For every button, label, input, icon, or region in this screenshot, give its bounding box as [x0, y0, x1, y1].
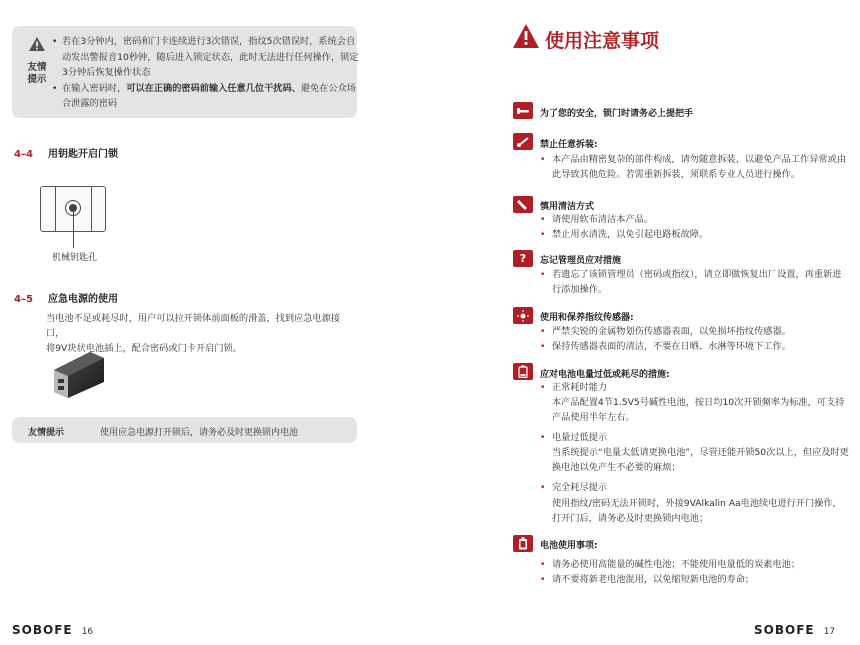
- keyhole-caption: 机械钥匙孔: [52, 253, 98, 263]
- sub-heading: • 正常耗时能力: [540, 380, 850, 395]
- fingerprint-sensor-icon: [513, 307, 533, 324]
- list-item: • 严禁尖锐的金属物划伤传感器表面，以免损坏指纹传感器。: [540, 324, 850, 339]
- sub-text: 本产品配置4节1.5V5号碱性电池，按日均10次开锁频率为标准，可支持产品使用半年左右。: [552, 397, 845, 423]
- item-bullets: [540, 557, 850, 587]
- page-number: 16: [81, 627, 94, 637]
- right-footer: [754, 619, 835, 638]
- battery-low-icon: [513, 363, 533, 380]
- warning-triangle-icon: [26, 36, 48, 55]
- item-title: 忘记管理员应对措施: [540, 256, 622, 266]
- warning-icon: [513, 24, 539, 52]
- item-bullets: [540, 267, 850, 297]
- section-4-5-heading: 4–5 应急电源的使用: [14, 294, 119, 305]
- item-bullets: [540, 152, 850, 182]
- item-title: 应对电池电量过低或耗尽的措施:: [540, 370, 670, 380]
- tip-item: • 若在3分钟内，密码和门卡连续进行3次错误，指纹5次错误时，系统会自动发出警报音10秒钟，随后进入锁定状态，此时无法进行任何操作，锁定3分钟后恢复操作状态: [52, 34, 364, 81]
- item-title: 慎用清洁方式: [540, 202, 595, 212]
- list-item: • 请务必使用高能量的碱性电池；不能使用电量低的炭素电池；: [540, 557, 850, 572]
- callout-line: [73, 212, 74, 248]
- item-title: 禁止任意拆装:: [540, 140, 598, 150]
- sub-text: 使用指纹/密码无法开锁时，外接9VAlkalin Aa电池续电进行开门操作，打开门后，请务必及时更换锁内电池；: [552, 498, 842, 524]
- hand-on-handle-icon: [513, 102, 533, 119]
- item-bullets: [540, 212, 850, 242]
- tip-bar: [12, 417, 357, 443]
- item-title: 为了您的安全，锁门时请务必上提把手: [540, 109, 694, 119]
- brand-logo: SOBOFE: [754, 623, 815, 637]
- brand-logo: SOBOFE: [12, 623, 73, 637]
- list-item: • 请使用软布清洁本产品。: [540, 212, 850, 227]
- left-footer: [12, 619, 93, 638]
- tip-label: 友情 提示: [27, 62, 47, 85]
- tip-box: [12, 26, 357, 118]
- 9v-battery-illustration: [50, 346, 106, 400]
- tip-bar-label: 友情提示: [28, 428, 65, 438]
- page-number: 17: [823, 627, 836, 637]
- list-item: • 禁止用水清洗，以免引起电路板故障。: [540, 227, 850, 242]
- question-icon: ?: [513, 250, 533, 267]
- sub-heading: • 完全耗尽提示: [540, 480, 850, 495]
- sub-text: 当系统提示“电量太低请更换电池”，尽管还能开锁50次以上，但应及时更换电池以免产生不必要的麻烦；: [552, 447, 849, 473]
- tip-bar-text: 使用应急电源打开锁后，请务必及时更换锁内电池: [100, 428, 299, 438]
- tip-list: [52, 34, 364, 112]
- tip-item: • 在输入密码时，可以在正确的密码前输入任意几位干扰码、避免在公众场合泄露的密码: [52, 81, 364, 112]
- sub-heading: • 电量过低提示: [540, 430, 850, 445]
- section-4-4-heading: 4–4 用钥匙开启门锁: [14, 149, 119, 160]
- battery-icon: [513, 535, 533, 552]
- screwdriver-icon: [513, 133, 533, 150]
- list-item: • 保持传感器表面的清洁，不要在日晒、水淋等环境下工作。: [540, 339, 850, 354]
- item-bullets: [540, 324, 850, 354]
- item-title: 使用和保养指纹传感器:: [540, 313, 634, 323]
- list-item: • 请不要将新老电池混用，以免缩短新电池的寿命；: [540, 572, 850, 587]
- list-item: • 若遗忘了该锁管理员（密码或指纹），请立即做恢复出厂设置，再重新进行添加操作。: [540, 267, 850, 297]
- item-title: 电池使用事项:: [540, 541, 598, 551]
- brush-icon: [513, 196, 533, 213]
- list-item: • 本产品由精密复杂的部件构成，请勿随意拆装，以避免产品工作异常或由此导致其他危险。若需重新拆装，须联系专业人员进行操作。: [540, 152, 850, 182]
- page-title: 使用注意事项: [545, 30, 660, 52]
- section-4-5-body: 当电池不足或耗尽时，用户可以拉开锁体前面板的滑盖，找到应急电源接口， 将9V块状电池插上，配合密码或门卡开启门锁。: [46, 313, 340, 354]
